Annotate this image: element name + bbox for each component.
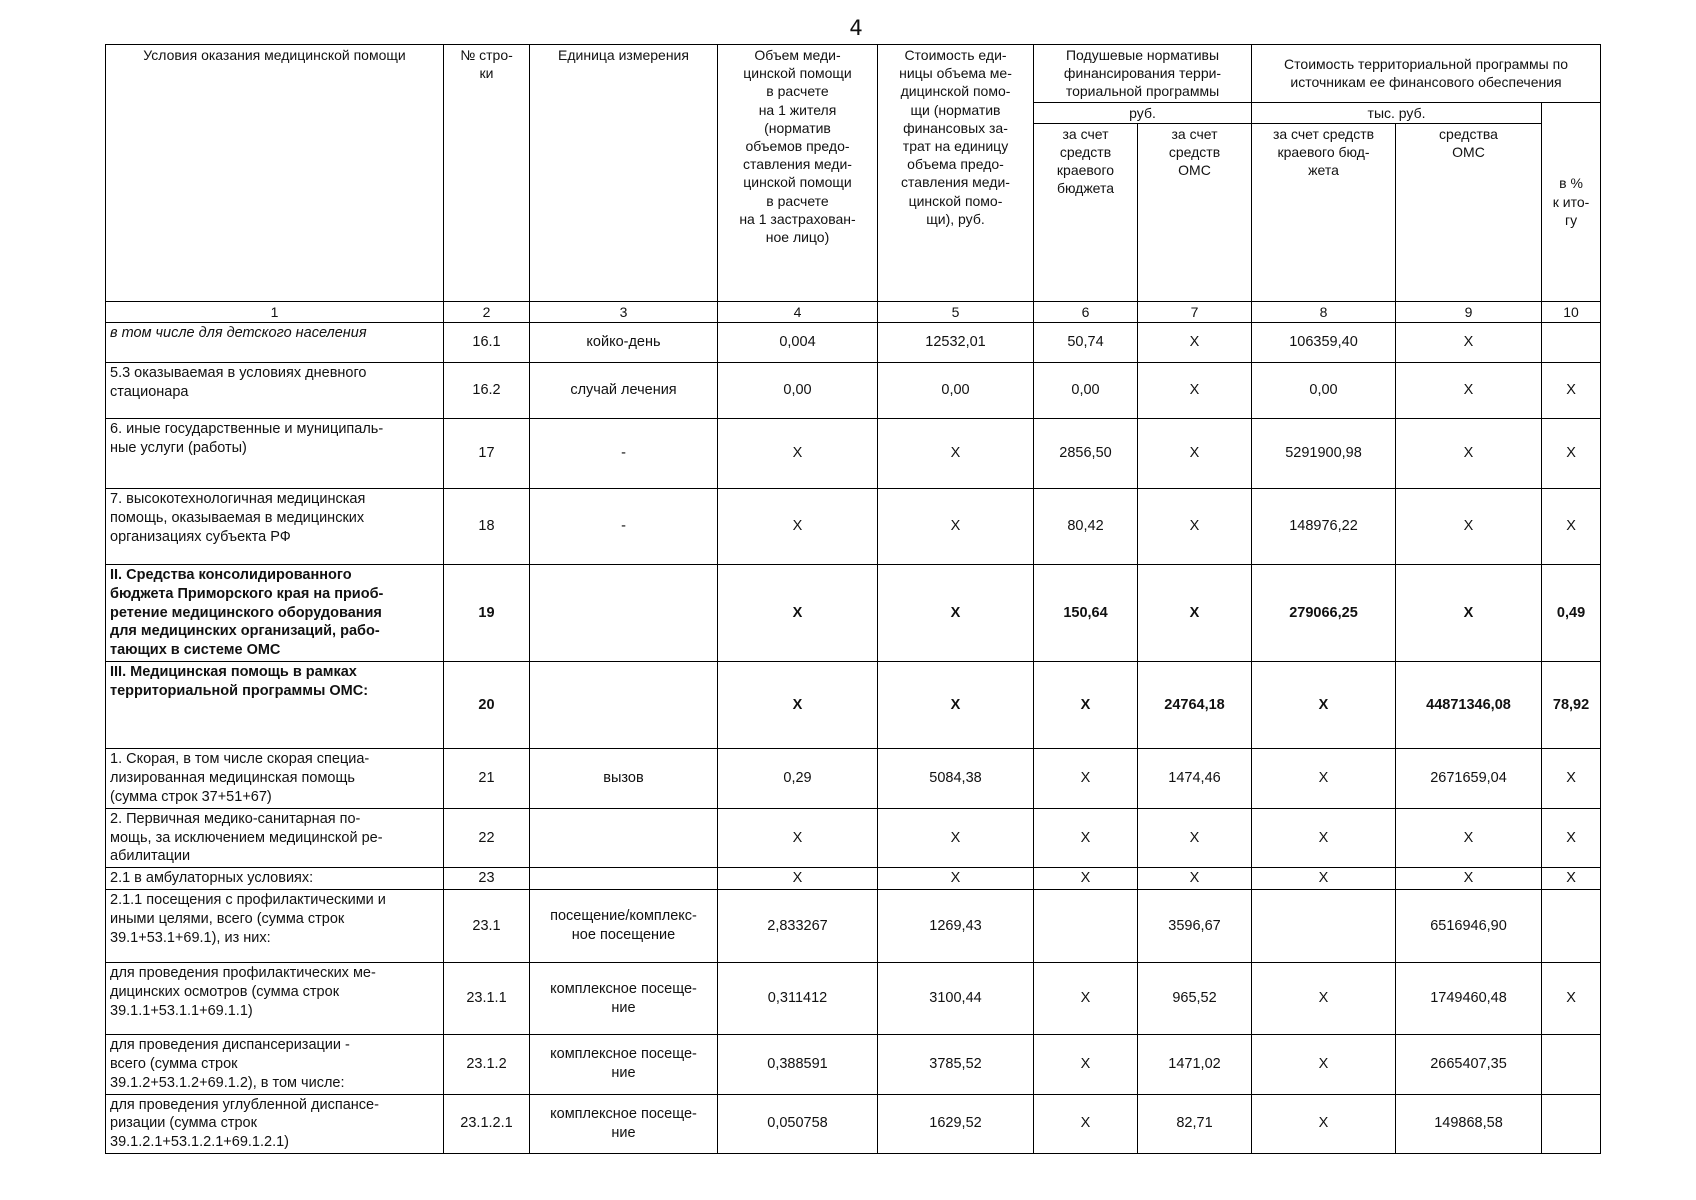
row-value-c7: 3596,67 <box>1138 890 1252 963</box>
row-value-c9: X <box>1396 322 1542 362</box>
header-volume-line: на 1 застрахован- <box>739 210 856 227</box>
row-condition-line: для проведения диспансеризации - <box>110 1037 350 1054</box>
row-unit-line <box>534 829 713 848</box>
row-value-c10: X <box>1542 868 1601 890</box>
row-value-c7: 1471,02 <box>1138 1035 1252 1095</box>
header-regional-budget-cost-line: жета <box>1308 162 1339 179</box>
header-regional-budget-cost-line: за счет средств <box>1272 125 1375 142</box>
row-unit <box>530 1094 718 1154</box>
row-unit <box>530 362 718 418</box>
row-value-c7: X <box>1138 564 1252 661</box>
row-value-c6: X <box>1034 868 1138 890</box>
table-row <box>106 963 1601 1035</box>
row-value-c10 <box>1542 322 1601 362</box>
header-unit-cost-line: объема предо- <box>907 156 1004 173</box>
row-condition <box>106 963 444 1035</box>
row-unit-line: комплексное посеще- <box>550 980 697 997</box>
row-value-c9: 6516946,90 <box>1396 890 1542 963</box>
row-unit <box>530 963 718 1035</box>
row-condition-line: абилитации <box>110 848 191 865</box>
header-unit-cost-line: цинской помо- <box>908 192 1003 209</box>
row-value-c8: 5291900,98 <box>1252 418 1396 488</box>
row-value-c4: 0,388591 <box>718 1035 878 1095</box>
row-number: 18 <box>444 488 530 564</box>
row-value-c8: X <box>1252 963 1396 1035</box>
table-row <box>106 362 1601 418</box>
row-number: 23.1 <box>444 890 530 963</box>
row-condition-line: для проведения профилактических ме- <box>110 965 376 982</box>
row-condition-line: дицинских осмотров (сумма строк <box>110 983 340 1000</box>
header-program-cost-line: источникам ее финансового обеспечения <box>1290 74 1562 91</box>
row-number: 23.1.2.1 <box>444 1094 530 1154</box>
table-row <box>106 1035 1601 1095</box>
header-volume-line: объемов предо- <box>745 137 850 154</box>
column-number: 5 <box>878 301 1034 322</box>
row-value-c4: 0,00 <box>718 362 878 418</box>
row-condition <box>106 418 444 488</box>
row-condition-line: бюджета Приморского края на приоб- <box>110 585 384 602</box>
row-unit-line <box>534 869 713 888</box>
page-number: 4 <box>849 16 863 40</box>
column-number: 6 <box>1034 301 1138 322</box>
row-condition-line: 6. иные государственные и муниципаль- <box>110 420 384 437</box>
row-value-c6: 2856,50 <box>1034 418 1138 488</box>
row-condition-line: помощь, оказываемая в медицинских <box>110 509 365 526</box>
header-volume-line: на 1 жителя <box>758 101 837 118</box>
row-value-c5: X <box>878 418 1034 488</box>
row-unit-line: комплексное посеще- <box>550 1046 697 1063</box>
row-value-c6: 0,00 <box>1034 362 1138 418</box>
header-regional-budget-cost-line: краевого бюд- <box>1277 143 1370 160</box>
row-unit <box>530 564 718 661</box>
row-value-c8: X <box>1252 808 1396 868</box>
row-condition-line: ризации (сумма строк <box>110 1115 257 1132</box>
row-condition <box>106 808 444 868</box>
row-condition-line: (сумма строк 37+51+67) <box>110 788 272 805</box>
header-regional-budget-norm-line: бюджета <box>1056 180 1115 197</box>
header-oms-norm <box>1138 123 1252 301</box>
row-value-c8: 148976,22 <box>1252 488 1396 564</box>
row-number: 23.1.1 <box>444 963 530 1035</box>
header-volume-line: (норматив <box>764 119 831 136</box>
column-number: 1 <box>106 301 444 322</box>
header-unit-cost-line: щи), руб. <box>926 210 985 227</box>
header-percent-line: гу <box>1564 211 1578 228</box>
row-value-c10 <box>1542 1094 1601 1154</box>
row-condition-line: 2.1 в амбулаторных условиях: <box>110 870 314 887</box>
column-number: 7 <box>1138 301 1252 322</box>
row-unit <box>530 890 718 963</box>
header-percent-line: в % <box>1559 175 1583 192</box>
row-condition-line: всего (сумма строк <box>110 1055 238 1072</box>
table-row <box>106 808 1601 868</box>
column-number: 2 <box>444 301 530 322</box>
row-value-c7: X <box>1138 488 1252 564</box>
header-conditions: Условия оказания медицинской помощи <box>106 45 444 302</box>
row-value-c10: X <box>1542 362 1601 418</box>
row-unit-line: комплексное посеще- <box>550 1106 697 1123</box>
column-number: 4 <box>718 301 878 322</box>
row-number: 20 <box>444 662 530 749</box>
header-percent-line: к ито- <box>1552 193 1590 210</box>
row-value-c5: X <box>878 808 1034 868</box>
row-condition-line: территориальной программы ОМС: <box>110 683 369 699</box>
row-condition <box>106 362 444 418</box>
column-number: 10 <box>1542 301 1601 322</box>
row-value-c5: 5084,38 <box>878 749 1034 809</box>
row-condition <box>106 564 444 661</box>
row-value-c8: X <box>1252 868 1396 890</box>
table-row <box>106 868 1601 890</box>
header-row-number-line: № стро- <box>460 47 513 63</box>
header-regional-budget-norm-line: краевого <box>1056 162 1115 179</box>
row-number: 22 <box>444 808 530 868</box>
row-value-c5: 1269,43 <box>878 890 1034 963</box>
row-value-c9: X <box>1396 564 1542 661</box>
row-value-c8: X <box>1252 662 1396 749</box>
header-oms-norm-line: ОМС <box>1178 162 1211 179</box>
row-unit <box>530 808 718 868</box>
header-unit-cost-line: щи (норматив <box>910 101 1001 118</box>
row-value-c8: 0,00 <box>1252 362 1396 418</box>
row-value-c4: X <box>718 868 878 890</box>
row-value-c10: X <box>1542 808 1601 868</box>
header-per-capita-norms-line: ториальной программы <box>1065 83 1220 100</box>
header-regional-budget-norm-line: за счет <box>1062 125 1109 142</box>
header-unit-cost-line: Стоимость еди- <box>904 47 1007 63</box>
column-number: 9 <box>1396 301 1542 322</box>
header-unit-rub: руб. <box>1034 102 1252 123</box>
row-value-c6 <box>1034 890 1138 963</box>
row-value-c4: X <box>718 808 878 868</box>
row-value-c4: 0,311412 <box>718 963 878 1035</box>
row-condition-line: 39.1+53.1+69.1), из них: <box>110 929 271 946</box>
row-condition-line: стационара <box>110 383 189 400</box>
row-value-c6: 50,74 <box>1034 322 1138 362</box>
header-volume-line: в расчете <box>766 192 829 209</box>
row-value-c9: X <box>1396 418 1542 488</box>
header-volume-line: ное лицо) <box>765 228 830 245</box>
table-row <box>106 1094 1601 1154</box>
row-unit-line: ние <box>611 999 636 1016</box>
row-value-c4: 0,050758 <box>718 1094 878 1154</box>
header-oms-norm-line: средств <box>1168 143 1221 160</box>
row-condition-line: 39.1.2+53.1.2+69.1.2), в том числе: <box>110 1074 345 1091</box>
row-unit <box>530 488 718 564</box>
header-oms-cost-line: ОМС <box>1452 143 1485 160</box>
row-value-c10 <box>1542 890 1601 963</box>
row-unit-line: случай лечения <box>570 382 677 399</box>
program-cost-table <box>105 44 1601 1154</box>
row-value-c7: 1474,46 <box>1138 749 1252 809</box>
column-number: 8 <box>1252 301 1396 322</box>
header-volume <box>718 45 878 302</box>
row-unit-line: ное посещение <box>571 927 676 944</box>
row-value-c9: X <box>1396 808 1542 868</box>
row-value-c6: 80,42 <box>1034 488 1138 564</box>
table-row <box>106 564 1601 661</box>
header-percent <box>1542 102 1601 301</box>
header-volume-line: цинской помощи <box>743 174 852 191</box>
row-value-c6: X <box>1034 808 1138 868</box>
header-row-number <box>444 45 530 302</box>
row-condition <box>106 890 444 963</box>
header-per-capita-norms <box>1034 45 1252 103</box>
row-value-c7: 82,71 <box>1138 1094 1252 1154</box>
row-value-c5: X <box>878 564 1034 661</box>
row-condition-line: III. Медицинская помощь в рамках <box>110 664 357 681</box>
row-value-c10: X <box>1542 418 1601 488</box>
row-condition <box>106 749 444 809</box>
row-value-c7: X <box>1138 362 1252 418</box>
row-value-c9: 2665407,35 <box>1396 1035 1542 1095</box>
table-row <box>106 662 1601 749</box>
header-unit: Единица измерения <box>530 45 718 302</box>
row-value-c10: X <box>1542 749 1601 809</box>
row-value-c6: X <box>1034 749 1138 809</box>
row-unit-line <box>534 604 713 623</box>
row-value-c9: 44871346,08 <box>1396 662 1542 749</box>
row-value-c8: 106359,40 <box>1252 322 1396 362</box>
row-value-c6: X <box>1034 1035 1138 1095</box>
row-condition-line: для медицинских организаций, рабо- <box>110 623 380 640</box>
row-value-c10: X <box>1542 963 1601 1035</box>
header-volume-line: Объем меди- <box>754 47 841 63</box>
row-number: 16.2 <box>444 362 530 418</box>
row-number: 23.1.2 <box>444 1035 530 1095</box>
header-row-number-line: ки <box>479 65 494 82</box>
row-unit <box>530 322 718 362</box>
row-value-c9: X <box>1396 868 1542 890</box>
row-unit-line: - <box>621 445 626 462</box>
table-row <box>106 749 1601 809</box>
row-value-c10: X <box>1542 488 1601 564</box>
row-value-c7: 24764,18 <box>1138 662 1252 749</box>
row-value-c9: 149868,58 <box>1396 1094 1542 1154</box>
row-value-c4: 0,004 <box>718 322 878 362</box>
column-number: 3 <box>530 301 718 322</box>
row-value-c7: 965,52 <box>1138 963 1252 1035</box>
row-value-c4: 2,833267 <box>718 890 878 963</box>
header-program-cost-line: Стоимость территориальной программы по <box>1284 56 1568 73</box>
row-value-c5: 3100,44 <box>878 963 1034 1035</box>
table-row <box>106 488 1601 564</box>
header-unit-cost-line: дицинской помо- <box>900 83 1011 100</box>
table-row <box>106 890 1601 963</box>
header-volume-line: в расчете <box>766 83 829 100</box>
row-condition-line: иными целями, всего (сумма строк <box>110 910 345 927</box>
row-value-c5: 12532,01 <box>878 322 1034 362</box>
row-condition-line: тающих в системе ОМС <box>110 642 281 659</box>
row-condition-line: 39.1.1+53.1.1+69.1.1) <box>110 1002 253 1019</box>
row-condition-line: в том числе для детского населения <box>110 324 367 341</box>
row-unit-line <box>534 696 713 715</box>
row-condition <box>106 868 444 890</box>
row-value-c5: X <box>878 868 1034 890</box>
header-per-capita-norms-line: Подушевые нормативы <box>1065 47 1220 63</box>
row-unit-line: ние <box>611 1065 636 1082</box>
row-value-c6: 150,64 <box>1034 564 1138 661</box>
header-oms-norm-line: за счет <box>1171 125 1218 142</box>
header-per-capita-norms-line: финансирования терри- <box>1063 65 1222 82</box>
row-condition <box>106 1094 444 1154</box>
row-unit <box>530 418 718 488</box>
row-condition-line: 5.3 оказываемая в условиях дневного <box>110 364 367 381</box>
row-condition-line: для проведения углубленной диспансе- <box>110 1096 379 1113</box>
header-unit-cost-line: ставления меди- <box>901 174 1010 191</box>
row-condition-line: ретение медицинского оборудования <box>110 604 382 621</box>
row-unit-line: ние <box>611 1124 636 1141</box>
row-value-c4: X <box>718 488 878 564</box>
row-condition <box>106 488 444 564</box>
row-value-c9: 2671659,04 <box>1396 749 1542 809</box>
row-value-c4: 0,29 <box>718 749 878 809</box>
row-number: 21 <box>444 749 530 809</box>
row-value-c9: 1749460,48 <box>1396 963 1542 1035</box>
table-row <box>106 322 1601 362</box>
row-condition-line: 2.1.1 посещения с профилактическими и <box>110 892 386 909</box>
row-value-c5: X <box>878 662 1034 749</box>
row-value-c9: X <box>1396 362 1542 418</box>
header-volume-line: цинской помощи <box>743 65 852 82</box>
row-condition-line: организациях субъекта РФ <box>110 528 291 545</box>
row-value-c6: X <box>1034 662 1138 749</box>
row-value-c6: X <box>1034 963 1138 1035</box>
header-regional-budget-norm <box>1034 123 1138 301</box>
row-value-c7: X <box>1138 868 1252 890</box>
header-program-cost <box>1252 45 1601 103</box>
row-value-c7: X <box>1138 322 1252 362</box>
header-oms-cost <box>1396 123 1542 301</box>
row-number: 17 <box>444 418 530 488</box>
row-value-c9: X <box>1396 488 1542 564</box>
row-number: 19 <box>444 564 530 661</box>
row-value-c10: 0,49 <box>1542 564 1601 661</box>
row-condition-line: 1. Скорая, в том числе скорая специа- <box>110 751 370 768</box>
row-value-c4: X <box>718 662 878 749</box>
row-unit-line: посещение/комплекс- <box>550 908 697 925</box>
header-oms-cost-line: средства <box>1439 125 1498 142</box>
header-regional-budget-cost <box>1252 123 1396 301</box>
header-unit-cost-line: финансовых за- <box>903 119 1008 136</box>
row-value-c8: X <box>1252 1094 1396 1154</box>
header-volume-line: ставления меди- <box>743 156 852 173</box>
row-condition-line: 7. высокотехнологичная медицинская <box>110 490 366 507</box>
row-unit <box>530 749 718 809</box>
header-unit-cost <box>878 45 1034 302</box>
row-unit <box>530 1035 718 1095</box>
row-unit-line: - <box>621 518 626 535</box>
row-condition-line: мощь, за исключением медицинской ре- <box>110 829 383 846</box>
row-condition-line: ные услуги (работы) <box>110 439 247 456</box>
row-value-c4: X <box>718 564 878 661</box>
row-number: 23 <box>444 868 530 890</box>
row-condition <box>106 662 444 749</box>
row-condition-line: II. Средства консолидированного <box>110 566 352 583</box>
row-unit <box>530 868 718 890</box>
row-value-c4: X <box>718 418 878 488</box>
row-unit <box>530 662 718 749</box>
header-unit-cost-line: трат на единицу <box>902 137 1009 154</box>
row-condition <box>106 1035 444 1095</box>
row-value-c5: 0,00 <box>878 362 1034 418</box>
row-value-c5: 3785,52 <box>878 1035 1034 1095</box>
row-value-c10 <box>1542 1035 1601 1095</box>
row-value-c5: X <box>878 488 1034 564</box>
row-condition-line: 39.1.2.1+53.1.2.1+69.1.2.1) <box>110 1134 289 1151</box>
row-value-c7: X <box>1138 808 1252 868</box>
row-value-c7: X <box>1138 418 1252 488</box>
row-condition-line: лизированная медицинская помощь <box>110 770 355 786</box>
row-value-c8: X <box>1252 1035 1396 1095</box>
row-value-c8: 279066,25 <box>1252 564 1396 661</box>
table-row <box>106 418 1601 488</box>
row-unit-line: вызов <box>603 770 644 786</box>
row-value-c10: 78,92 <box>1542 662 1601 749</box>
row-unit-line: койко-день <box>586 334 661 351</box>
row-value-c8 <box>1252 890 1396 963</box>
row-condition-line: 2. Первичная медико-санитарная по- <box>110 810 361 827</box>
row-value-c8: X <box>1252 749 1396 809</box>
row-condition <box>106 322 444 362</box>
row-value-c6: X <box>1034 1094 1138 1154</box>
header-unit-thousand-rub: тыс. руб. <box>1252 102 1542 123</box>
row-value-c5: 1629,52 <box>878 1094 1034 1154</box>
header-unit-cost-line: ницы объема ме- <box>899 65 1012 82</box>
row-number: 16.1 <box>444 322 530 362</box>
header-regional-budget-norm-line: средств <box>1059 143 1112 160</box>
